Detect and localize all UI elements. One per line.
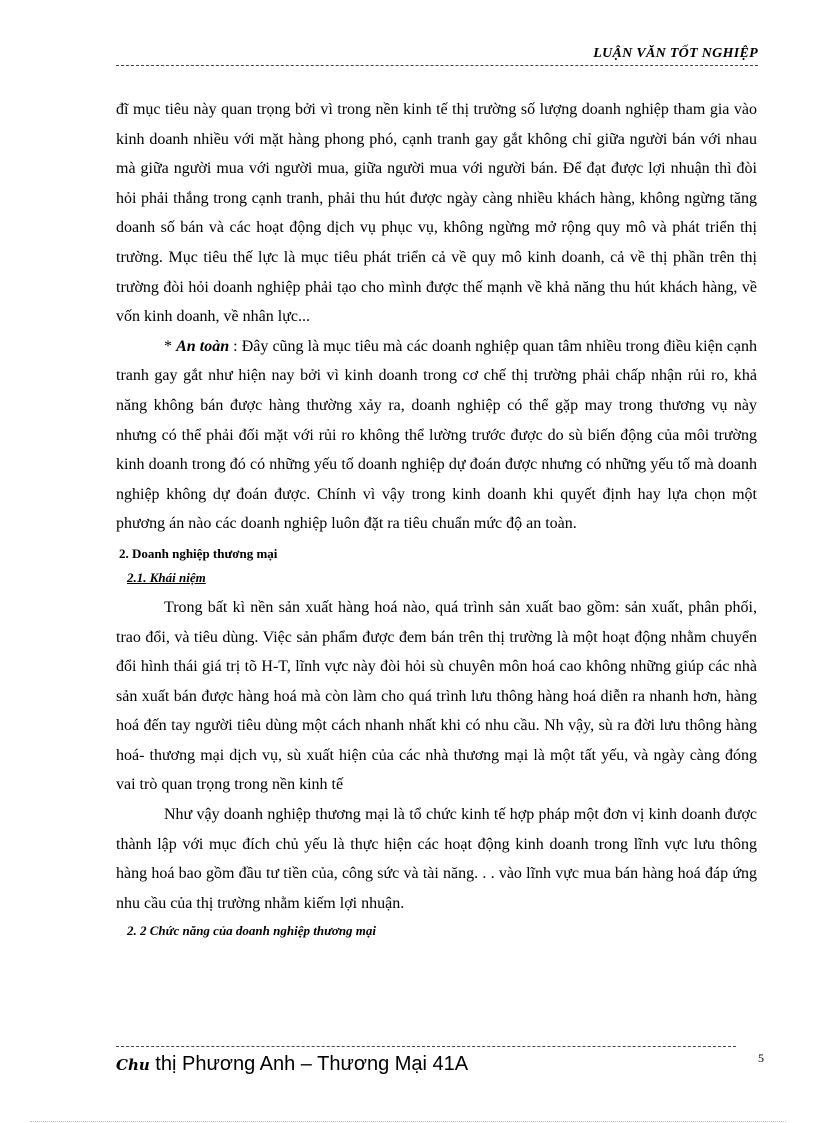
footer-divider xyxy=(116,1046,736,1047)
paragraph-trade-enterprise: Như vậy doanh nghiệp thương mại là tổ chức kinh tế hợp pháp một đơn vị kinh doanh được thành lập với mục đích chủ yếu là thực hiện các hoạt động kinh doanh trong lĩnh vực lưu thông hàng hoá bao gồm đầu tư tiền của, công sức và tài năng. . . vào lĩnh vực mua bán hàng hoá đáp ứng nhu cầu của thị trường nhằm kiếm lợi nhuận. xyxy=(116,806,757,912)
page-number: 5 xyxy=(758,1051,764,1065)
section-heading-2-1: 2.1. Khái niệm xyxy=(127,569,206,585)
section-heading-2-2: 2. 2 Chức năng của doanh nghiệp thương mại xyxy=(127,923,377,939)
safety-text: : Đây cũng là mục tiêu mà các doanh nghiệp quan tâm nhiều trong điều kiện cạnh tranh gay gắt như hiện nay bởi vì kinh doanh trong cơ chế thị trường phải chấp nhận rủi ro, khả năng không bán được hàng thường xảy ra, doanh nghiệp có thể gặp may trong thương vụ này nhưng có thể phải đối mặt với rủi ro không thể lường trước được do sù biến động của môi trường kinh doanh trong đó có những yếu tố doanh nghiệp dự đoán được nhưng có những yếu tố mà doanh nghiệp không dự đoán được. Chính vì vậy trong kinh doanh khi quyết định hay lựa chọn một phương án nào các doanh nghiệp luôn đặt ra tiêu chuẩn mức độ an toàn. xyxy=(116,337,758,533)
author-rest: thị Phương Anh – Thương Mại 41A xyxy=(149,1053,469,1075)
paragraph-profit-goal: đĩ mục tiêu này quan trọng bởi vì trong nền kinh tế thị trường số lượng doanh nghiệp tham gia vào kinh doanh nhiều với mặt hàng phong phó, cạnh tranh gay gắt không chỉ giữa người bán với nhau mà giữa người mua với người mua, giữa người mua với người bán. Để đạt được lợi nhuận thì đòi hỏi phải thắng trong cạnh tranh, phải thu hút được ngày càng nhiều khách hàng, không ngừng tăng doanh số bán và các hoạt động dịch vụ phục vụ, không ngừng mở rộng quy mô và phát triển thị trường. Mục tiêu thế lực là mục tiêu phát triển cả về quy mô kinh doanh, cả về thị phần trên thị trường đòi hỏi doanh nghiệp phải tạo cho mình được thế mạnh về khả năng thu hút khách hàng, về vốn kinh doanh, về nhân lực... xyxy=(116,101,757,326)
header-divider xyxy=(116,65,758,66)
term-safety: An toàn xyxy=(176,337,230,355)
footer-author xyxy=(116,1053,468,1076)
page-header-title: LUẬN VĂN TỐT NGHIỆP xyxy=(593,46,758,61)
bullet-marker: * xyxy=(164,337,177,355)
page-bottom-border xyxy=(30,1121,786,1122)
page-body xyxy=(116,95,757,942)
paragraph-safety-goal xyxy=(116,332,757,539)
paragraph-definition: Trong bất kì nền sản xuất hàng hoá nào, quá trình sản xuất bao gồm: sản xuất, phân phối, trao đổi, và tiêu dùng. Việc sản phẩm được đem bán trên thị trường là một hoạt động nhằm chuyển đổi hình thái giá trị tõ H-T, lĩnh vực này đòi hỏi sù chuyên môn hoá cao không những giúp các nhà sản xuất bán được hàng hoá mà còn làm cho quá trình lưu thông hàng hoá diễn ra nhanh hơn, hàng hoá đến tay người tiêu dùng một cách nhanh nhất khi có nhu cầu. Nh vậy, sù ra đời lưu thông hàng hoá- thương mại dịch vụ, sù xuất hiện của các nhà thương mại là một tất yếu, và ngày càng đóng vai trò quan trọng trong nền kinh tế xyxy=(116,598,757,794)
author-script-name: Chu xyxy=(116,1056,150,1074)
section-heading-2: 2. Doanh nghiệp thương mại xyxy=(119,545,278,561)
